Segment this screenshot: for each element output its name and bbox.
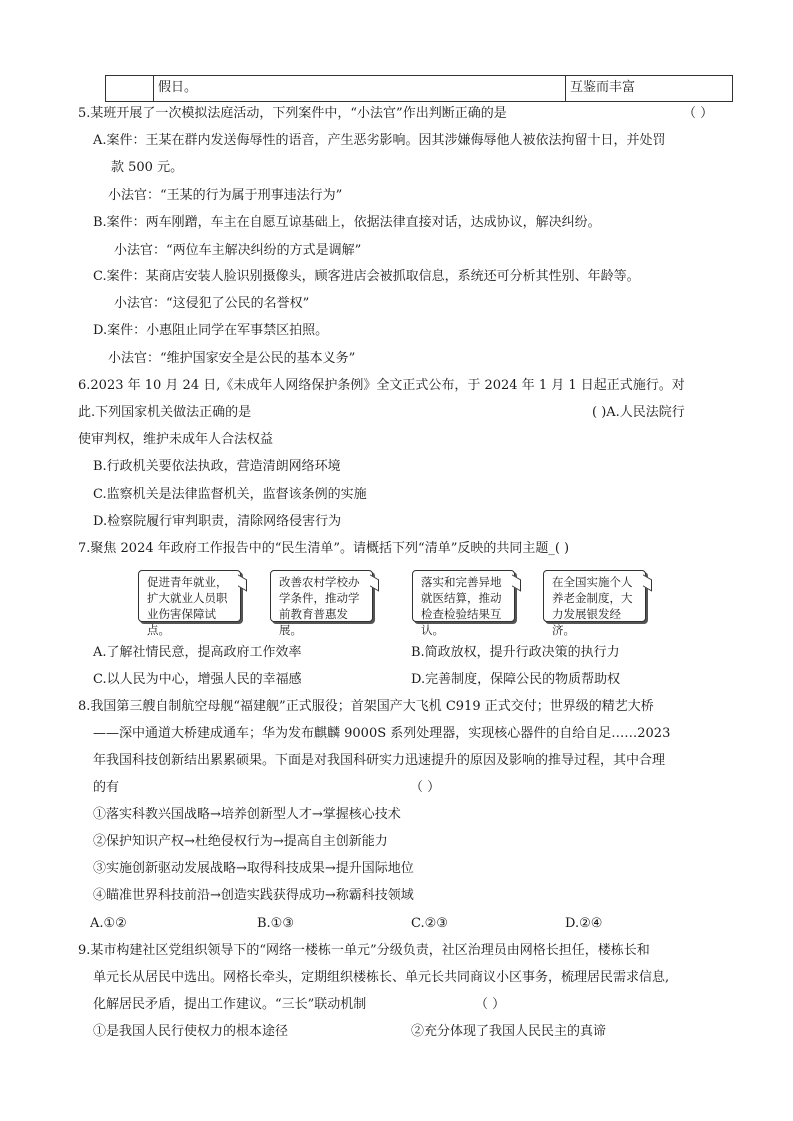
option-c: C.以人民为中心，增强人民的幸福感 [93,672,302,687]
question-stem-cont: 单元长从居民中选出。网格长牵头，定期组织楼栋长、单元长共同商议小区事务，梳理居民需求信息, [93,970,670,985]
question-stem: 6.2023 年 10 月 24 日,《未成年人网络保护条例》全文正式公布，于 2024 年 1 月 1 日起正式施行。对 [78,378,685,393]
question-stem: 7.聚焦 2024 年政府工作报告中的“民生清单”。请概括下列“清单”反映的共同主题_( ) [78,541,570,556]
option-d: D.案件：小惠阻止同学在军事禁区拍照。 [93,323,329,338]
answer-paren-option-a: ( )A.人民法院行 [592,405,685,420]
option-b: B.简政放权，提升行政决策的执行力 [411,645,620,660]
table-cell: 互鉴而丰富 [565,76,635,101]
answer-paren: （ ） [475,997,506,1012]
question-stem-cont: 此.下列国家机关做法正确的是 [78,405,252,420]
answer-paren: （ ） [683,106,714,121]
judge-a: 小法官：“王某的行为属于刑事违法行为” [108,188,343,203]
option-d: D.检察院履行审判职责，清除网络侵害行为 [93,514,342,529]
policy-card: 促进青年就业，扩大就业人员职业伤害保障试点。 [138,570,241,622]
judge-b: 小法官：“两位车主解决纠纷的方式是调解” [114,243,362,258]
judge-d: 小法官：“维护国家安全是公民的基本义务” [108,351,356,366]
policy-card: 在全国实施个人养老金制度，大力发展银发经济。 [543,570,646,622]
question-stem-cont: 化解居民矛盾，提出工作建议。“三长”联动机制 [93,997,367,1012]
question-stem: 9.某市构建社区党组织领导下的“网络一楼栋一单元”分级负责，社区治理员由网格长担任，楼栋长和 [78,943,650,958]
question-stem: 5.某班开展了一次模拟法庭活动，下列案件中，“小法官”作出判断正确的是 [78,106,507,121]
option-a: A.案件：王某在群内发送侮辱性的语音，产生恶劣影响。因其涉嫌侮辱他人被依法拘留十日，并处罚 [93,133,666,148]
statement-2: ②保护知识产权→杜绝侵权行为→提高自主创新能力 [93,834,388,849]
option-c: C.监察机关是法律监督机关，监督该条例的实施 [93,487,367,502]
option-b: B.①③ [257,916,294,931]
statement-1: ①落实科教兴国战略→培养创新型人才→掌握核心技术 [93,807,401,822]
option-b: B.案件：两车刚蹭，车主在自愿互谅基础上，依据法律直接对话，达成协议，解决纠纷。 [93,215,601,230]
statement-4: ④瞄准世界科技前沿→创造实践获得成功→称霸科技领域 [93,888,414,903]
policy-card: 改善农村学校办学条件，推动学前教育普惠发展。 [270,570,373,622]
top-table [105,75,733,102]
question-stem: 8.我国第三艘自制航空母舰“福建舰”正式服役；首架国产大飞机 C919 正式交付；世界级的精艺大桥 [78,699,654,714]
option-d: D.②④ [565,916,603,931]
option-c: C.②③ [411,916,448,931]
statement-3: ③实施创新驱动发展战略→取得科技成果→提升国际地位 [93,861,414,876]
option-a: A.了解社情民意，提高政府工作效率 [93,645,302,660]
question-stem-cont: 的有 [93,780,120,795]
option-a: A.①② [90,916,127,931]
option-a-cont: 使审判权，维护未成年人合法权益 [78,432,274,447]
option-c: C.案件：某商店安装人脸识别摄像头，顾客进店会被抓取信息，系统还可分析其性别、年龄等。 [93,269,640,284]
option-b: B.行政机关要依法执政，营造清朗网络环境 [93,459,341,474]
judge-c: 小法官：“这侵犯了公民的名誉权” [114,296,310,311]
option-d: D.完善制度，保障公民的物质帮助权 [411,672,621,687]
question-stem-cont: ——深中通道大桥建成通车；华为发布麒麟 9000S 系列处理器，实现核心器件的自给自足……2023 [93,726,671,741]
option-a-cont: 款 500 元。 [111,160,184,175]
question-stem-cont: 年我国科技创新结出累累硕果。下面是对我国科研实力迅速提升的原因及影响的推导过程，其中合理 [93,753,666,768]
answer-paren: （ ） [410,780,441,795]
table-cell: 假日。 [153,76,197,101]
policy-card: 落实和完善异地就医结算，推动检查检验结果互认。 [412,570,515,622]
statement-1: ①是我国人民行使权力的根本途径 [93,1024,289,1039]
statement-2: ②充分体现了我国人民民主的真谛 [411,1024,607,1039]
